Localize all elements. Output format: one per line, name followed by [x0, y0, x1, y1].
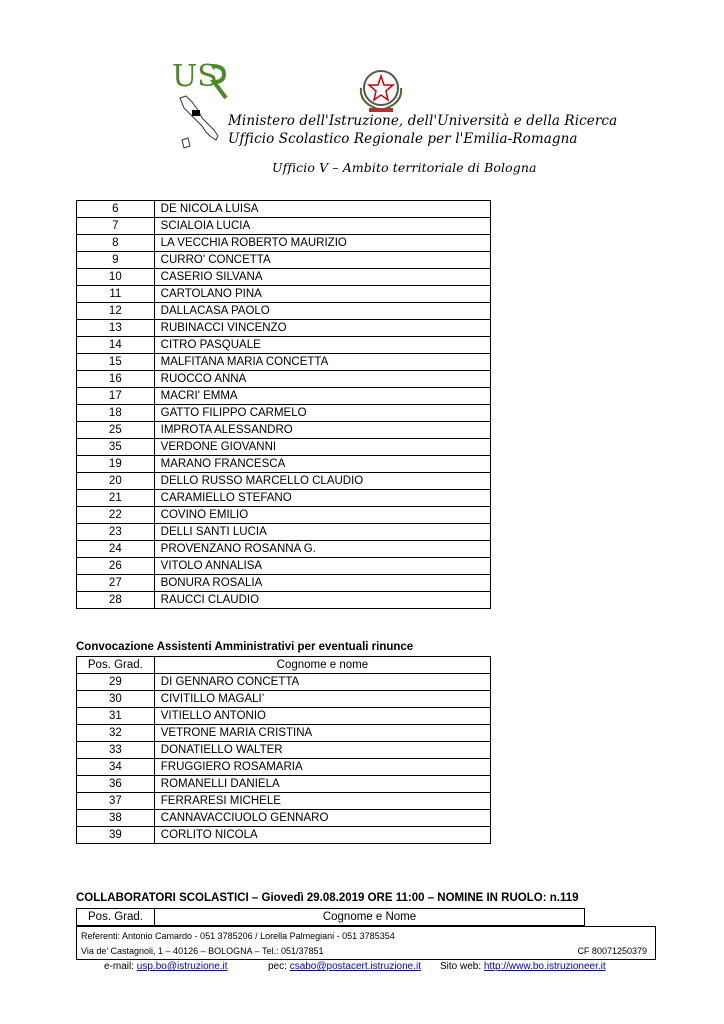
table-row	[77, 286, 491, 303]
position-cell: 33	[77, 742, 155, 759]
position-cell: 7	[77, 218, 155, 235]
table-row	[77, 507, 491, 524]
name-cell: RUOCCO ANNA	[154, 371, 490, 388]
table-row	[77, 303, 491, 320]
position-cell: 38	[77, 810, 155, 827]
web-label: Sito web:	[440, 961, 482, 972]
name-cell: FRUGGIERO ROSAMARIA	[154, 759, 490, 776]
section-title-collaboratori: COLLABORATORI SCOLASTICI – Giovedì 29.08.2019 ORE 11:00 – NOMINE IN RUOLO: n.119	[76, 892, 579, 904]
table-row	[77, 674, 491, 691]
name-cell: MACRI' EMMA	[154, 388, 490, 405]
position-cell: 19	[77, 456, 155, 473]
table-row	[77, 524, 491, 541]
table-row	[77, 218, 491, 235]
table-row	[77, 793, 491, 810]
name-cell: VERDONE GIOVANNI	[154, 439, 490, 456]
table-row	[77, 575, 491, 592]
position-cell: 34	[77, 759, 155, 776]
table-row	[77, 473, 491, 490]
name-cell: VITIELLO ANTONIO	[154, 708, 490, 725]
table-row	[77, 691, 491, 708]
table-row	[77, 708, 491, 725]
position-cell: 11	[77, 286, 155, 303]
position-cell: 20	[77, 473, 155, 490]
ranking-table-collaboratori	[76, 908, 585, 926]
name-cell: ROMANELLI DANIELA	[154, 776, 490, 793]
name-cell: DONATIELLO WALTER	[154, 742, 490, 759]
position-cell: 28	[77, 592, 155, 609]
table-row	[77, 354, 491, 371]
table-row	[77, 235, 491, 252]
name-cell: GATTO FILIPPO CARMELO	[154, 405, 490, 422]
pec-label: pec:	[268, 961, 287, 972]
position-cell: 14	[77, 337, 155, 354]
name-cell: VETRONE MARIA CRISTINA	[154, 725, 490, 742]
name-cell: BONURA ROSALIA	[154, 575, 490, 592]
table-row	[77, 388, 491, 405]
name-cell: DI GENNARO CONCETTA	[154, 674, 490, 691]
republic-emblem	[355, 66, 407, 114]
name-cell: SCIALOIA LUCIA	[154, 218, 490, 235]
position-cell: 31	[77, 708, 155, 725]
pec-link[interactable]: csabo@postacert.istruzione.it	[289, 961, 422, 972]
table-row	[77, 558, 491, 575]
position-cell: 21	[77, 490, 155, 507]
table-row	[77, 810, 491, 827]
name-cell: DELLI SANTI LUCIA	[154, 524, 490, 541]
name-cell: CARTOLANO PINA	[154, 286, 490, 303]
name-cell: MALFITANA MARIA CONCETTA	[154, 354, 490, 371]
table-row	[77, 827, 491, 844]
position-cell: 10	[77, 269, 155, 286]
footer-referenti: Referenti: Antonio Camardo - 051 3785206 / Lorella Palmegiani - 051 3785354	[81, 931, 395, 941]
position-cell: 27	[77, 575, 155, 592]
footer-contacts-box	[76, 926, 656, 960]
ranking-table-continued	[76, 200, 491, 609]
column-header-pos: Pos. Grad.	[77, 657, 155, 674]
position-cell: 23	[77, 524, 155, 541]
name-cell: CASERIO SILVANA	[154, 269, 490, 286]
name-cell: VITOLO ANNALISA	[154, 558, 490, 575]
position-cell: 24	[77, 541, 155, 558]
table-row	[77, 541, 491, 558]
ranking-table-assistenti	[76, 656, 491, 844]
column-header-name: Cognome e Nome	[155, 909, 585, 926]
office-title: Ufficio Scolastico Regionale per l'Emilia-Romagna	[228, 131, 578, 147]
name-cell: RAUCCI CLAUDIO	[154, 592, 490, 609]
footer-address: Via de’ Castagnoli, 1 – 40126 – BOLOGNA – Tel.: 051/37851	[81, 946, 324, 956]
table-row	[77, 759, 491, 776]
name-cell: DELLO RUSSO MARCELLO CLAUDIO	[154, 473, 490, 490]
usr-logo	[172, 58, 232, 168]
position-cell: 39	[77, 827, 155, 844]
name-cell: CORLITO NICOLA	[154, 827, 490, 844]
ministry-title: Ministero dell'Istruzione, dell'Università e della Ricerca	[228, 113, 618, 129]
position-cell: 18	[77, 405, 155, 422]
position-cell: 25	[77, 422, 155, 439]
position-cell: 32	[77, 725, 155, 742]
position-cell: 8	[77, 235, 155, 252]
table-row	[77, 742, 491, 759]
name-cell: PROVENZANO ROSANNA G.	[154, 541, 490, 558]
name-cell: CURRO' CONCETTA	[154, 252, 490, 269]
footer-cf: CF 80071250379	[577, 946, 647, 956]
position-cell: 36	[77, 776, 155, 793]
table-row	[77, 456, 491, 473]
name-cell: MARANO FRANCESCA	[154, 456, 490, 473]
section-title-assistenti: Convocazione Assistenti Amministrativi per eventuali rinunce	[76, 641, 414, 653]
footer-web-group	[440, 961, 606, 972]
table-row	[77, 776, 491, 793]
name-cell: LA VECCHIA ROBERTO MAURIZIO	[154, 235, 490, 252]
position-cell: 22	[77, 507, 155, 524]
office-subtitle: Ufficio V – Ambito territoriale di Bologna	[272, 160, 537, 175]
footer-pec-group	[268, 961, 421, 972]
position-cell: 15	[77, 354, 155, 371]
position-cell: 17	[77, 388, 155, 405]
table-row	[77, 371, 491, 388]
footer-email-group	[104, 961, 228, 972]
email-link[interactable]: usp.bo@istruzione.it	[136, 961, 228, 972]
table-row	[77, 439, 491, 456]
position-cell: 37	[77, 793, 155, 810]
position-cell: 6	[77, 201, 155, 218]
name-cell: DE NICOLA LUISA	[154, 201, 490, 218]
name-cell: FERRARESI MICHELE	[154, 793, 490, 810]
name-cell: DALLACASA PAOLO	[154, 303, 490, 320]
name-cell: CIVITILLO MAGALI’	[154, 691, 490, 708]
position-cell: 29	[77, 674, 155, 691]
table-row	[77, 725, 491, 742]
email-label: e-mail:	[104, 961, 135, 972]
usr-logo-text: US	[172, 59, 218, 94]
name-cell: CANNAVACCIUOLO GENNARO	[154, 810, 490, 827]
position-cell: 12	[77, 303, 155, 320]
table-row	[77, 320, 491, 337]
table-row	[77, 201, 491, 218]
table-row	[77, 405, 491, 422]
position-cell: 13	[77, 320, 155, 337]
table-row	[77, 269, 491, 286]
position-cell: 35	[77, 439, 155, 456]
name-cell: COVINO EMILIO	[154, 507, 490, 524]
table-row	[77, 422, 491, 439]
position-cell: 30	[77, 691, 155, 708]
name-cell: CITRO PASQUALE	[154, 337, 490, 354]
table-row	[77, 252, 491, 269]
column-header-pos: Pos. Grad.	[77, 909, 155, 926]
web-link[interactable]: http://www.bo.istruzioneer.it	[483, 961, 606, 972]
column-header-name: Cognome e nome	[154, 657, 490, 674]
name-cell: IMPROTA ALESSANDRO	[154, 422, 490, 439]
table-row	[77, 490, 491, 507]
position-cell: 26	[77, 558, 155, 575]
table-row	[77, 337, 491, 354]
table-row	[77, 592, 491, 609]
position-cell: 16	[77, 371, 155, 388]
name-cell: CARAMIELLO STEFANO	[154, 490, 490, 507]
name-cell: RUBINACCI VINCENZO	[154, 320, 490, 337]
position-cell: 9	[77, 252, 155, 269]
